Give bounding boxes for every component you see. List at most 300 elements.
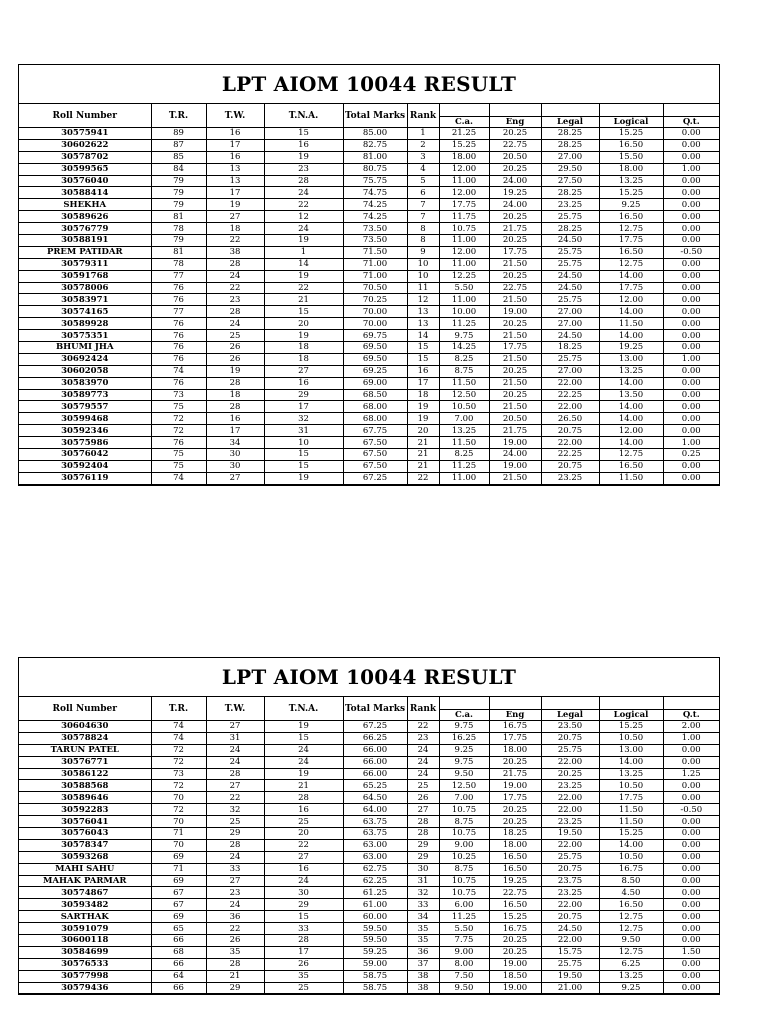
table-cell: 15 [264, 460, 343, 472]
table-cell: 24 [264, 756, 343, 768]
table-cell: 17.75 [439, 199, 489, 211]
table-cell: 27.00 [541, 151, 599, 163]
table-cell: 10 [407, 270, 439, 282]
table-cell: 29 [407, 839, 439, 851]
table-cell: 21.75 [489, 425, 541, 437]
table-cell: 7.00 [439, 413, 489, 425]
table-cell: 9.75 [439, 330, 489, 342]
table-cell: 22.00 [541, 437, 599, 449]
table-cell: 13 [407, 318, 439, 330]
table-cell: 59.50 [343, 935, 407, 947]
table-cell: 70 [151, 839, 206, 851]
table-cell: 12 [264, 211, 343, 223]
table-cell: 70.25 [343, 294, 407, 306]
table-cell: 76 [151, 318, 206, 330]
column-header: C.a. [439, 117, 489, 128]
table-cell: 9.50 [439, 982, 489, 994]
table-cell: 29 [407, 851, 439, 863]
roll-number-cell: 30692424 [19, 353, 151, 365]
table-cell: 18.50 [489, 970, 541, 982]
table-row [19, 365, 719, 377]
table-cell: 10.75 [439, 828, 489, 840]
table-cell: 21 [206, 970, 264, 982]
table-cell: 26 [264, 958, 343, 970]
table-cell: 19 [264, 721, 343, 733]
table-cell: 0.00 [663, 342, 719, 354]
table-cell: 21 [264, 780, 343, 792]
table-cell: 8.75 [439, 816, 489, 828]
table-cell: 70.50 [343, 282, 407, 294]
roll-number-cell: 30574165 [19, 306, 151, 318]
marks-table [19, 104, 719, 485]
table-cell: 11.50 [599, 472, 663, 484]
table-cell: 9.75 [439, 756, 489, 768]
table-cell: 76 [151, 342, 206, 354]
table-cell: 75 [151, 449, 206, 461]
table-cell: 22 [206, 923, 264, 935]
table-cell: 13.25 [599, 365, 663, 377]
table-cell: 63.75 [343, 828, 407, 840]
table-cell: 68.50 [343, 389, 407, 401]
table-cell: 25.75 [541, 211, 599, 223]
table-cell: 68.00 [343, 413, 407, 425]
table-cell: 20.25 [489, 318, 541, 330]
table-cell: 31 [264, 425, 343, 437]
header-row [19, 104, 719, 117]
table-cell: 21 [264, 294, 343, 306]
table-cell: 71.00 [343, 270, 407, 282]
table-cell: 22 [206, 282, 264, 294]
result-title: LPT AIOM 10044 RESULT [19, 658, 719, 697]
roll-number-cell: SARTHAK [19, 911, 151, 923]
table-cell: 0.00 [663, 839, 719, 851]
roll-number-cell: 30579557 [19, 401, 151, 413]
table-cell: 11.50 [599, 318, 663, 330]
table-cell: 35 [264, 970, 343, 982]
table-cell: 0.00 [663, 389, 719, 401]
table-cell: 28 [206, 839, 264, 851]
table-cell: 80.75 [343, 163, 407, 175]
table-row [19, 756, 719, 768]
table-cell: 11 [407, 282, 439, 294]
table-cell: 74 [151, 732, 206, 744]
table-cell: 85 [151, 151, 206, 163]
table-cell: 22 [206, 235, 264, 247]
table-cell: 18.00 [489, 839, 541, 851]
table-cell: 16 [206, 151, 264, 163]
table-cell: 77 [151, 270, 206, 282]
table-row [19, 875, 719, 887]
table-cell: 11.00 [439, 235, 489, 247]
table-cell: 10 [264, 437, 343, 449]
table-cell: 3 [407, 151, 439, 163]
table-cell: 11.50 [439, 437, 489, 449]
table-cell: 29 [206, 828, 264, 840]
table-cell: 34 [407, 911, 439, 923]
table-cell: 19 [264, 235, 343, 247]
roll-number-cell: 30578702 [19, 151, 151, 163]
table-cell: 19.50 [541, 970, 599, 982]
table-cell: 10.50 [599, 851, 663, 863]
table-cell: 13 [206, 175, 264, 187]
table-cell: 1.25 [663, 768, 719, 780]
table-cell: 18 [206, 389, 264, 401]
table-cell: 28 [206, 306, 264, 318]
roll-number-cell: 30583970 [19, 377, 151, 389]
column-header: Total Marks [343, 104, 407, 128]
table-cell: 27 [264, 365, 343, 377]
table-row [19, 163, 719, 175]
table-cell: 66.00 [343, 756, 407, 768]
table-row [19, 401, 719, 413]
table-cell: 12.75 [599, 449, 663, 461]
table-cell: 64.50 [343, 792, 407, 804]
table-row [19, 294, 719, 306]
table-cell: 19.00 [489, 958, 541, 970]
table-cell: 21 [407, 449, 439, 461]
table-cell: 26 [206, 353, 264, 365]
table-cell: 15 [407, 342, 439, 354]
table-cell: 35 [407, 935, 439, 947]
table-cell: 5.50 [439, 923, 489, 935]
table-cell: 32 [206, 804, 264, 816]
table-cell: 12.00 [599, 425, 663, 437]
table-cell: 21.50 [489, 258, 541, 270]
table-cell: 29 [264, 899, 343, 911]
table-cell: 19.50 [541, 828, 599, 840]
table-row [19, 792, 719, 804]
table-cell: 20.25 [489, 270, 541, 282]
table-cell: 28 [407, 816, 439, 828]
table-cell: 20.75 [541, 863, 599, 875]
table-cell: 32 [407, 887, 439, 899]
table-cell: 30 [206, 449, 264, 461]
header-row [19, 697, 719, 710]
table-cell: 22 [264, 199, 343, 211]
table-cell: 0.00 [663, 128, 719, 140]
table-cell: 1.00 [663, 437, 719, 449]
table-cell: 22.00 [541, 792, 599, 804]
table-cell: 78 [151, 258, 206, 270]
table-cell: 8.25 [439, 353, 489, 365]
table-cell: 9.25 [599, 199, 663, 211]
table-cell: 20.25 [489, 128, 541, 140]
table-cell: 73.50 [343, 235, 407, 247]
table-cell: 17 [264, 401, 343, 413]
table-cell: 7.75 [439, 935, 489, 947]
table-cell: 16 [264, 863, 343, 875]
table-cell: 15.25 [599, 128, 663, 140]
table-cell: 22.00 [541, 935, 599, 947]
table-cell: 71 [151, 828, 206, 840]
table-cell: 28 [206, 768, 264, 780]
table-row [19, 958, 719, 970]
table-cell: 28 [206, 377, 264, 389]
table-cell: 16.50 [599, 211, 663, 223]
table-cell: 67.25 [343, 721, 407, 733]
table-cell: 25 [264, 816, 343, 828]
table-cell: 58.75 [343, 982, 407, 994]
roll-number-cell: 30592346 [19, 425, 151, 437]
table-cell: 12.50 [439, 389, 489, 401]
table-cell: 35 [206, 946, 264, 958]
table-cell: 75 [151, 401, 206, 413]
page-edge [0, 1020, 768, 1024]
table-cell: 16.50 [599, 899, 663, 911]
table-cell: 25 [264, 982, 343, 994]
table-cell: 81.00 [343, 151, 407, 163]
table-cell: 17 [264, 946, 343, 958]
table-row [19, 211, 719, 223]
header-spacer [663, 104, 719, 117]
table-cell: 19.25 [599, 342, 663, 354]
table-cell: 21.25 [439, 128, 489, 140]
roll-number-cell: 30599468 [19, 413, 151, 425]
table-cell: 7.00 [439, 792, 489, 804]
table-cell: 19 [264, 270, 343, 282]
table-cell: 17.75 [599, 235, 663, 247]
table-cell: 19 [264, 768, 343, 780]
table-cell: 74.25 [343, 211, 407, 223]
table-cell: 30 [264, 887, 343, 899]
column-header: C.a. [439, 710, 489, 721]
result-table-2 [18, 657, 720, 995]
table-cell: 22 [407, 472, 439, 484]
table-cell: 73 [151, 768, 206, 780]
table-cell: 15.25 [489, 911, 541, 923]
table-cell: 69.50 [343, 342, 407, 354]
header-spacer [541, 104, 599, 117]
table-cell: 73.50 [343, 223, 407, 235]
table-cell: 25.75 [541, 958, 599, 970]
table-cell: 18.00 [489, 744, 541, 756]
table-cell: 6.25 [599, 958, 663, 970]
table-cell: 0.00 [663, 792, 719, 804]
table-cell: 24 [206, 270, 264, 282]
table-cell: 12.00 [439, 246, 489, 258]
table-cell: 24.50 [541, 330, 599, 342]
table-cell: 81 [151, 211, 206, 223]
table-cell: 16.75 [599, 863, 663, 875]
table-cell: 25 [206, 330, 264, 342]
table-cell: 11.00 [439, 258, 489, 270]
table-cell: 23.25 [541, 199, 599, 211]
table-cell: 8.75 [439, 365, 489, 377]
table-cell: 0.00 [663, 828, 719, 840]
table-cell: 74.75 [343, 187, 407, 199]
table-cell: 18 [264, 342, 343, 354]
table-row [19, 330, 719, 342]
table-cell: 28 [206, 258, 264, 270]
table-cell: 19.25 [489, 875, 541, 887]
table-cell: 20.25 [489, 935, 541, 947]
table-cell: 19.00 [489, 460, 541, 472]
table-cell: 27 [407, 804, 439, 816]
table-row [19, 982, 719, 994]
header-spacer [489, 697, 541, 710]
roll-number-cell: 30599565 [19, 163, 151, 175]
table-cell: 19 [407, 401, 439, 413]
table-cell: 15 [407, 353, 439, 365]
table-cell: 0.00 [663, 744, 719, 756]
table-cell: 5 [407, 175, 439, 187]
table-cell: 28 [264, 792, 343, 804]
table-cell: 14.25 [439, 342, 489, 354]
table-cell: 21.50 [489, 377, 541, 389]
table-cell: 24 [264, 223, 343, 235]
table-cell: 24 [206, 756, 264, 768]
table-row [19, 282, 719, 294]
table-cell: 15 [264, 306, 343, 318]
table-cell: 0.00 [663, 816, 719, 828]
table-cell: 0.00 [663, 199, 719, 211]
roll-number-cell: 30576771 [19, 756, 151, 768]
table-cell: 12.75 [599, 223, 663, 235]
roll-number-cell: 30579311 [19, 258, 151, 270]
table-cell: 16 [264, 804, 343, 816]
table-cell: 66 [151, 982, 206, 994]
table-cell: 26.50 [541, 413, 599, 425]
table-cell: 0.00 [663, 935, 719, 947]
table-cell: 61.00 [343, 899, 407, 911]
table-cell: 24 [407, 756, 439, 768]
table-cell: 69.50 [343, 353, 407, 365]
table-cell: 24 [206, 899, 264, 911]
table-cell: 15.25 [439, 139, 489, 151]
table-cell: 14.00 [599, 270, 663, 282]
header-spacer [599, 697, 663, 710]
table-cell: 1 [264, 246, 343, 258]
table-cell: 14 [264, 258, 343, 270]
table-cell: 0.00 [663, 923, 719, 935]
table-cell: 74 [151, 472, 206, 484]
table-cell: 24 [206, 318, 264, 330]
table-row [19, 744, 719, 756]
table-cell: 26 [206, 342, 264, 354]
table-cell: 0.00 [663, 330, 719, 342]
table-cell: 69.25 [343, 365, 407, 377]
table-row [19, 780, 719, 792]
table-cell: 16.75 [489, 923, 541, 935]
roll-number-cell: 30576119 [19, 472, 151, 484]
roll-number-cell: 30602622 [19, 139, 151, 151]
table-row [19, 839, 719, 851]
table-cell: 11.50 [599, 804, 663, 816]
table-cell: 76 [151, 377, 206, 389]
table-cell: 0.00 [663, 211, 719, 223]
table-cell: 62.75 [343, 863, 407, 875]
table-cell: 10.75 [439, 887, 489, 899]
table-cell: 13 [407, 306, 439, 318]
table-cell: 24.50 [541, 270, 599, 282]
table-row [19, 199, 719, 211]
table-cell: 10 [407, 258, 439, 270]
table-cell: 66.00 [343, 768, 407, 780]
table-cell: 16 [206, 128, 264, 140]
table-cell: 0.25 [663, 449, 719, 461]
table-cell: 10.75 [439, 875, 489, 887]
table-cell: 11.50 [439, 377, 489, 389]
table-cell: 14.00 [599, 377, 663, 389]
table-cell: 37 [407, 958, 439, 970]
table-cell: 28 [264, 175, 343, 187]
table-cell: 17 [407, 377, 439, 389]
table-cell: 0.00 [663, 780, 719, 792]
table-cell: 22.00 [541, 401, 599, 413]
table-cell: 59.00 [343, 958, 407, 970]
table-row [19, 970, 719, 982]
header-spacer [439, 697, 489, 710]
roll-number-cell: MAHAK PARMAR [19, 875, 151, 887]
result-title: LPT AIOM 10044 RESULT [19, 65, 719, 104]
table-cell: 0.00 [663, 401, 719, 413]
table-cell: 20.25 [489, 365, 541, 377]
roll-number-cell: 30575986 [19, 437, 151, 449]
table-cell: 64.00 [343, 804, 407, 816]
table-cell: 30 [206, 460, 264, 472]
table-cell: 17.75 [599, 792, 663, 804]
table-cell: 29 [206, 982, 264, 994]
table-cell: 0.00 [663, 318, 719, 330]
table-cell: 79 [151, 175, 206, 187]
table-cell: 21.75 [489, 768, 541, 780]
table-row [19, 935, 719, 947]
table-cell: 16.50 [489, 899, 541, 911]
column-header: Rank [407, 697, 439, 721]
column-header: T.R. [151, 697, 206, 721]
table-cell: 16 [206, 413, 264, 425]
table-cell: 76 [151, 353, 206, 365]
table-cell: 13 [206, 163, 264, 175]
table-cell: 38 [407, 982, 439, 994]
roll-number-cell: 30586122 [19, 768, 151, 780]
table-cell: 69.75 [343, 330, 407, 342]
table-cell: 6 [407, 187, 439, 199]
table-cell: 28 [206, 401, 264, 413]
table-cell: 20.25 [489, 211, 541, 223]
table-cell: 23.25 [541, 887, 599, 899]
roll-number-cell: 30576041 [19, 816, 151, 828]
table-cell: 24 [206, 744, 264, 756]
table-cell: 10.50 [439, 401, 489, 413]
table-cell: 18 [264, 353, 343, 365]
table-cell: 24.50 [541, 235, 599, 247]
table-cell: 16 [264, 377, 343, 389]
table-cell: 60.00 [343, 911, 407, 923]
table-cell: 1.50 [663, 946, 719, 958]
table-row [19, 389, 719, 401]
table-cell: 11.00 [439, 472, 489, 484]
table-cell: 19.00 [489, 780, 541, 792]
table-cell: 8.00 [439, 958, 489, 970]
table-cell: 0.00 [663, 282, 719, 294]
table-cell: 0.00 [663, 139, 719, 151]
table-cell: 0.00 [663, 365, 719, 377]
table-cell: 20.75 [541, 732, 599, 744]
table-cell: 12 [407, 294, 439, 306]
table-cell: 27 [206, 211, 264, 223]
table-cell: 13.25 [599, 175, 663, 187]
table-cell: 22.75 [489, 139, 541, 151]
column-header: Legal [541, 117, 599, 128]
table-cell: 20.25 [489, 804, 541, 816]
table-cell: 10.00 [439, 306, 489, 318]
table-cell: 0.00 [663, 270, 719, 282]
roll-number-cell: TARUN PATEL [19, 744, 151, 756]
table-cell: 17.75 [489, 246, 541, 258]
roll-number-cell: SHEKHA [19, 199, 151, 211]
table-cell: 1.00 [663, 353, 719, 365]
